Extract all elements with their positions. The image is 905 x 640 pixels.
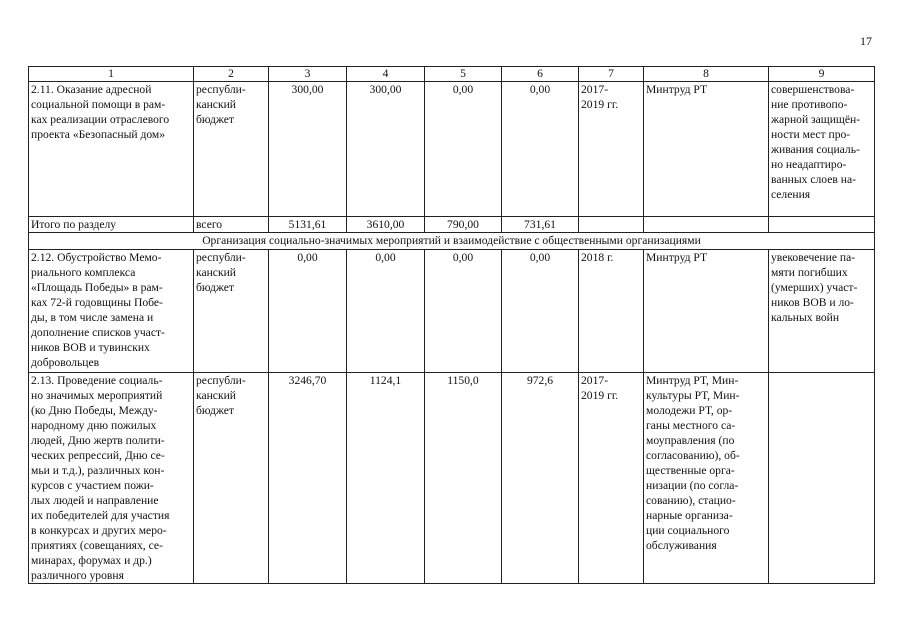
total-row [29, 217, 875, 233]
col-header: 2 [194, 67, 269, 82]
section-title: Организация социально-значимых мероприятий и взаимодействие с общественными организациями [29, 233, 875, 250]
program-table [28, 66, 875, 584]
total-amount-cell: 5131,61 [269, 217, 347, 233]
period-cell: 2018 г. [579, 250, 644, 373]
responsible-cell [644, 217, 769, 233]
total-label-cell: Итого по разделу [29, 217, 194, 233]
col-header: 7 [579, 67, 644, 82]
table-row-2-13 [29, 373, 875, 584]
responsible-cell: Минтруд РТ, Мин- культуры РТ, Мин- молодежи РТ, ор- ганы местного са- моуправления (по согласованию), об- щественные орга- низации (по согла- сованию), стацио- нарные организа- ции социального обслуживания [644, 373, 769, 584]
period-cell: 2017- 2019 гг. [579, 82, 644, 217]
result-cell [769, 373, 875, 584]
col-header: 4 [347, 67, 425, 82]
col-header: 3 [269, 67, 347, 82]
result-cell: совершенствова- ние противопо- жарной защищён- ности мест про- живания социаль- но неадаптиро- ванных слоев на- селения [769, 82, 875, 217]
funding-source-cell: республи- канский бюджет [194, 373, 269, 584]
col-header: 5 [425, 67, 502, 82]
year-2017-cell: 1124,1 [347, 373, 425, 584]
total-amount-cell: 0,00 [269, 250, 347, 373]
year-2017-cell: 300,00 [347, 82, 425, 217]
responsible-cell: Минтруд РТ [644, 82, 769, 217]
col-header: 1 [29, 67, 194, 82]
year-2018-cell: 0,00 [425, 82, 502, 217]
year-2019-cell: 972,6 [502, 373, 579, 584]
year-2019-cell: 0,00 [502, 250, 579, 373]
funding-source-cell: республи- канский бюджет [194, 82, 269, 217]
col-header: 9 [769, 67, 875, 82]
activity-cell: 2.12. Обустройство Мемо- риального комплекса «Площадь Победы» в рам- ках 72-й годовщины Побе- ды, в том числе замена и дополнение списков участ- ников ВОВ и тувинских добровольцев [29, 250, 194, 373]
year-2018-cell: 1150,0 [425, 373, 502, 584]
result-cell: увековечение па- мяти погибших (умерших) участ- ников ВОВ и ло- кальных войн [769, 250, 875, 373]
year-2019-cell: 731,61 [502, 217, 579, 233]
col-header: 8 [644, 67, 769, 82]
table-row-2-11 [29, 82, 875, 217]
period-cell [579, 217, 644, 233]
funding-source-cell: республи- канский бюджет [194, 250, 269, 373]
period-cell: 2017- 2019 гг. [579, 373, 644, 584]
year-2019-cell: 0,00 [502, 82, 579, 217]
table-row-2-12 [29, 250, 875, 373]
year-2017-cell: 0,00 [347, 250, 425, 373]
total-amount-cell: 3246,70 [269, 373, 347, 584]
section-row [29, 233, 875, 250]
total-amount-cell: 300,00 [269, 82, 347, 217]
page-number: 17 [860, 34, 872, 48]
year-2017-cell: 3610,00 [347, 217, 425, 233]
result-cell [769, 217, 875, 233]
col-header: 6 [502, 67, 579, 82]
column-number-row [29, 67, 875, 82]
year-2018-cell: 0,00 [425, 250, 502, 373]
funding-source-cell: всего [194, 217, 269, 233]
year-2018-cell: 790,00 [425, 217, 502, 233]
activity-cell: 2.11. Оказание адресной социальной помощи в рам- ках реализации отраслевого проекта «Безопасный дом» [29, 82, 194, 217]
responsible-cell: Минтруд РТ [644, 250, 769, 373]
activity-cell: 2.13. Проведение социаль- но значимых мероприятий (ко Дню Победы, Между- народному дню пожилых людей, Дню жертв полити- ческих репрессий, Дню се- мьи и т.д.), различных кон- курсов с участием пожи- лых людей и направление их победителей для участия в конкурсах и других меро- приятиях (совещаниях, се- минарах, форумах и др.) различного уровня [29, 373, 194, 584]
